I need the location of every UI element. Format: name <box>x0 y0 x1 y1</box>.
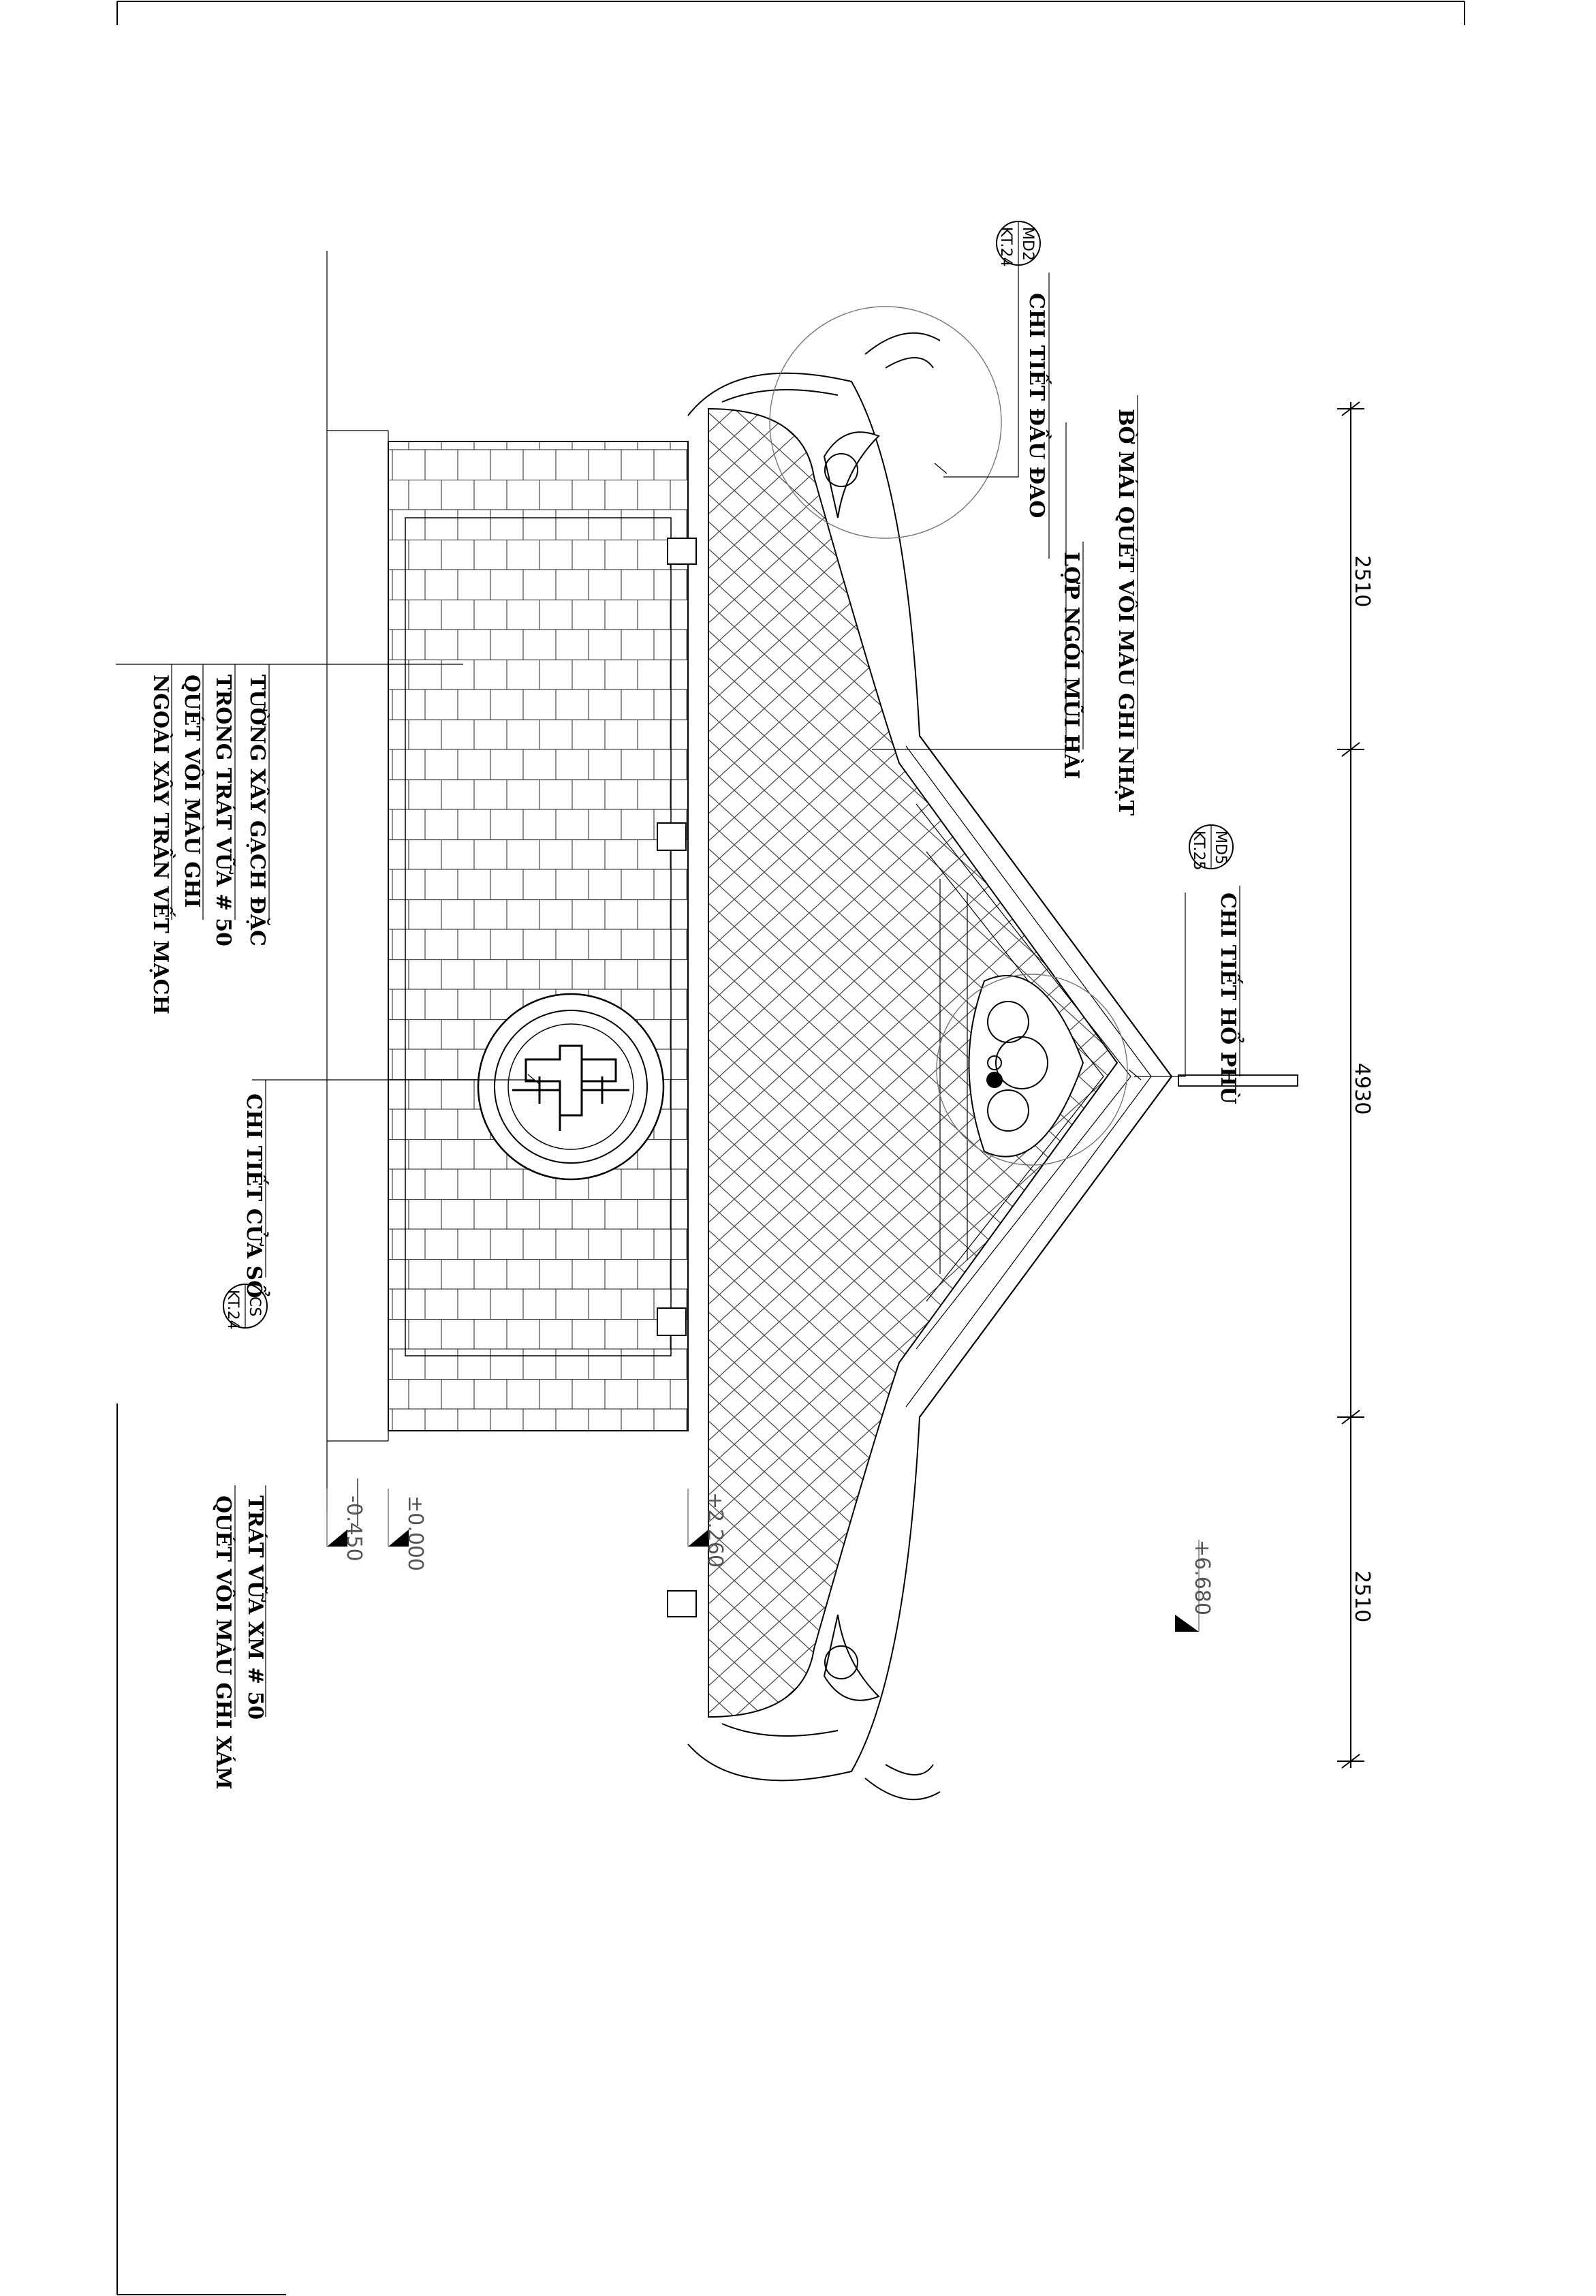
label-wall-2: TRONG TRÁT VỮA # 50 <box>211 674 235 947</box>
level-eave: +2.260 <box>703 1492 727 1568</box>
tag-ho-phu-top: MD5 <box>1212 831 1229 865</box>
brick-wall <box>388 441 688 1431</box>
tag-cua-so-bottom: KT.24 <box>224 1290 241 1330</box>
tag-cua-so-top: CS <box>246 1297 263 1317</box>
label-wall-1: TƯỜNG XÂY GẠCH ĐẶC <box>245 674 269 946</box>
tag-dau-dao-bottom: KT.24 <box>997 227 1014 267</box>
label-bo-mai: BỜ MÁI QUÉT VÔI MÀU GHI NHẠT <box>1114 409 1138 816</box>
label-chi-tiet-ho-phu: CHI TIẾT HỔ PHÙ <box>1216 893 1240 1104</box>
label-lop-ngoi: LỢP NGÓI MŨI HÀI <box>1059 552 1083 779</box>
dimension-3: 2510 <box>1350 1570 1374 1623</box>
dimension-1: 2510 <box>1350 555 1374 608</box>
label-plaster-1: TRÁT VỮA XM # 50 <box>243 1495 267 1720</box>
label-wall-4: NGOÀI XÂY TRẦN VẾT MẠCH <box>148 674 172 1014</box>
label-chi-tiet-cua-so: CHI TIẾT CỬA SỔ <box>242 1093 266 1299</box>
dimension-2: 4930 <box>1350 1063 1374 1115</box>
round-window <box>478 994 663 1179</box>
level-ground: ±0.000 <box>403 1495 427 1572</box>
label-wall-3: QUÉT VÔI MÀU GHI <box>180 674 204 908</box>
tag-dau-dao-top: MD2 <box>1019 227 1036 261</box>
label-chi-tiet-dau-dao: CHI TIẾT ĐẦU ĐAO <box>1024 293 1048 518</box>
level-base: -0.450 <box>342 1495 366 1562</box>
tag-ho-phu-bottom: KT.25 <box>1190 831 1207 871</box>
level-top: +6.680 <box>1190 1540 1214 1616</box>
label-plaster-2: QUÉT VÔI MÀU GHI XÁM <box>211 1495 235 1790</box>
extension-lines <box>327 251 388 1512</box>
